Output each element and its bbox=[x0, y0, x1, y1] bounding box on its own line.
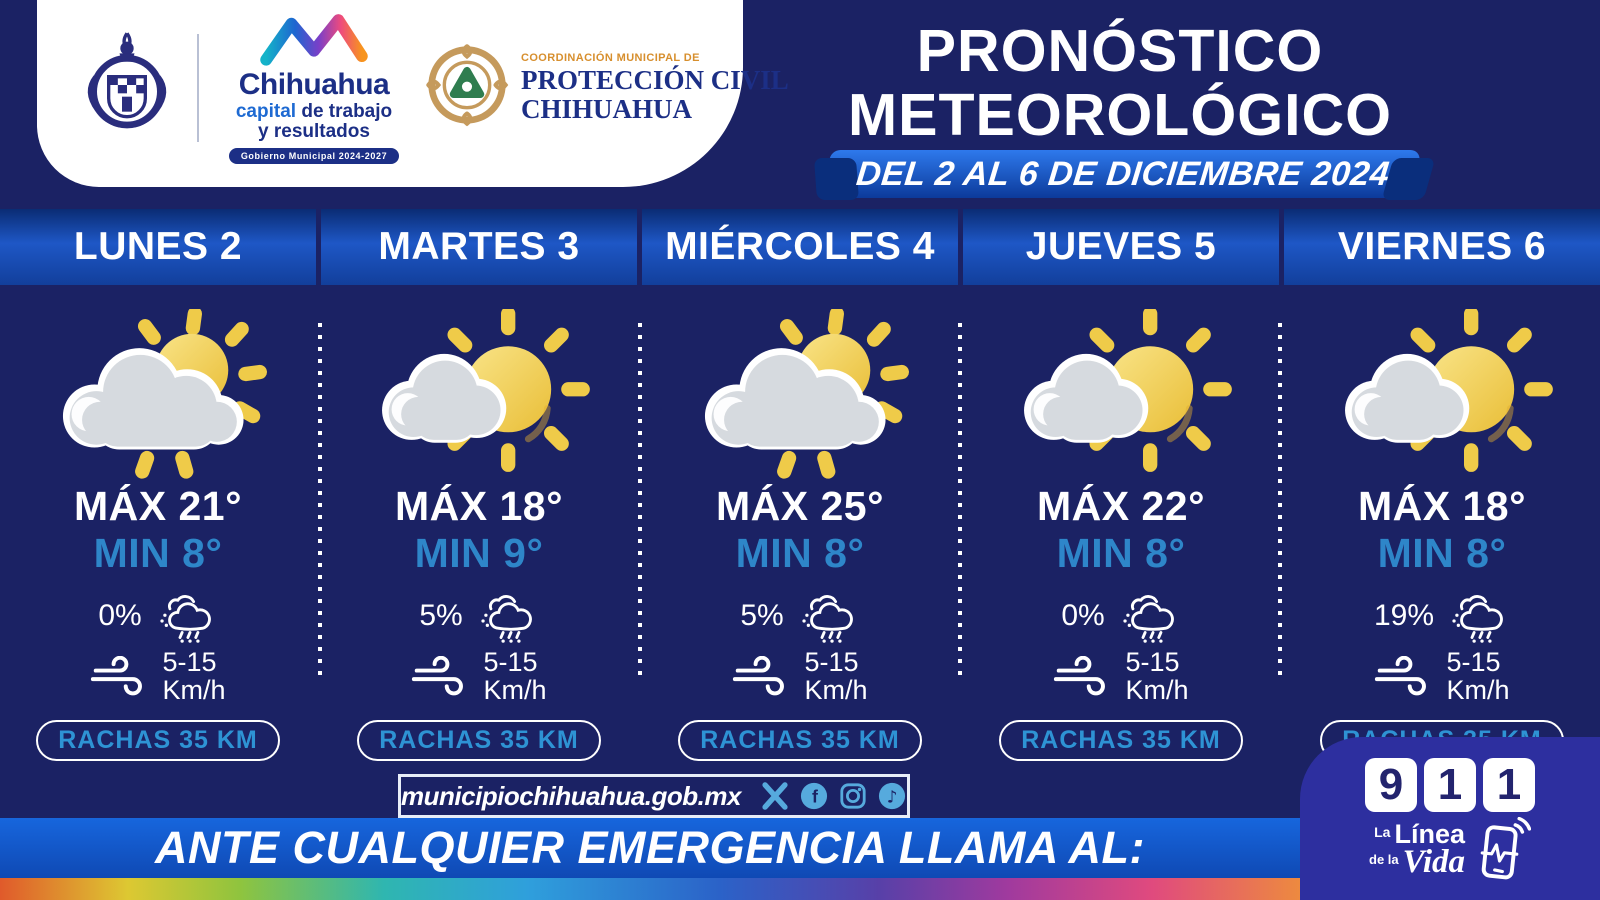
forecast-column bbox=[642, 285, 958, 755]
proteccion-civil-emblem-icon bbox=[425, 43, 509, 132]
gusts-badge bbox=[999, 720, 1243, 761]
wind-row bbox=[1053, 649, 1188, 704]
proteccion-civil-text bbox=[521, 52, 789, 123]
tagline-la: La bbox=[1374, 823, 1391, 840]
wind-row bbox=[1374, 649, 1509, 704]
wind-icon bbox=[1374, 656, 1434, 698]
max-temperature: MÁX 25° bbox=[715, 483, 884, 529]
wind-speed: 5-15 bbox=[162, 647, 217, 677]
wind-unit: Km/h bbox=[162, 674, 226, 705]
pc-line2: CHIHUAHUA bbox=[521, 93, 693, 124]
phone-icon bbox=[1473, 817, 1531, 883]
weather-icon bbox=[1009, 309, 1234, 481]
911-tagline-row bbox=[1369, 817, 1531, 883]
poster-title bbox=[830, 20, 1410, 147]
wind-speed: 5-15 bbox=[1125, 647, 1180, 677]
forecast-row bbox=[0, 285, 1600, 755]
rain-cloud-icon bbox=[1444, 589, 1510, 643]
day-header-cell bbox=[0, 209, 316, 285]
max-temperature: MÁX 18° bbox=[394, 483, 563, 529]
gusts-badge bbox=[357, 720, 601, 761]
wind-unit: Km/h bbox=[804, 674, 868, 705]
rain-row bbox=[98, 589, 217, 643]
column-separator bbox=[318, 323, 322, 683]
website-link[interactable]: municipiochihuahua.gob.mx bbox=[401, 780, 741, 811]
min-temperature: MIN 8° bbox=[1377, 530, 1507, 576]
wind-speed: 5-15 bbox=[483, 647, 538, 677]
rain-cloud-icon bbox=[1115, 589, 1181, 643]
chihuahua-tagline-2: y resultados bbox=[258, 121, 370, 142]
911-digit: 1 bbox=[1424, 758, 1476, 812]
tagline-dela: de la bbox=[1369, 852, 1399, 868]
wind-unit: Km/h bbox=[483, 674, 547, 705]
coat-of-arms-icon bbox=[77, 19, 177, 156]
poster-title-line1: PRONÓSTICO bbox=[916, 18, 1324, 84]
day-label: LUNES 2 bbox=[73, 225, 243, 268]
gusts-badge-label: RACHAS 35 KM bbox=[379, 726, 579, 755]
forecast-column bbox=[1284, 285, 1600, 730]
tagline-linea: Línea bbox=[1394, 818, 1465, 849]
911-digit: 9 bbox=[1365, 758, 1417, 812]
days-bar bbox=[0, 209, 1600, 285]
proteccion-civil-logo bbox=[425, 43, 789, 132]
gusts-badge bbox=[678, 720, 922, 761]
rain-probability: 19% bbox=[1373, 599, 1435, 632]
chihuahua-municipal-logo bbox=[219, 11, 409, 164]
wind-icon bbox=[732, 656, 792, 698]
wind-row bbox=[90, 649, 225, 704]
wind-row bbox=[732, 649, 867, 704]
rain-row bbox=[1061, 589, 1180, 643]
day-label: MARTES 3 bbox=[378, 225, 580, 268]
wind-text bbox=[1125, 649, 1188, 704]
911-digits bbox=[1365, 758, 1535, 812]
day-header-cell bbox=[642, 209, 958, 285]
wind-speed: 5-15 bbox=[1446, 647, 1501, 677]
weather-icon bbox=[367, 309, 592, 481]
gobierno-badge: Gobierno Municipal 2024-2027 bbox=[229, 148, 399, 164]
wind-icon bbox=[411, 656, 471, 698]
forecast-column bbox=[0, 285, 316, 755]
mountain-logo-icon bbox=[253, 11, 375, 72]
wind-text bbox=[1446, 649, 1509, 704]
wind-unit: Km/h bbox=[1125, 674, 1189, 705]
max-temperature: MÁX 21° bbox=[73, 483, 242, 529]
max-temperature: MÁX 22° bbox=[1036, 483, 1205, 529]
wind-text bbox=[804, 649, 867, 704]
rain-probability: 5% bbox=[740, 599, 784, 632]
rain-row bbox=[419, 589, 538, 643]
facebook-icon[interactable] bbox=[799, 781, 829, 811]
column-separator bbox=[958, 323, 962, 683]
wind-row bbox=[411, 649, 546, 704]
weather-icon bbox=[688, 309, 913, 481]
svg-text:f: f bbox=[811, 786, 818, 807]
wind-icon bbox=[1053, 656, 1113, 698]
x-icon[interactable] bbox=[760, 781, 790, 811]
rain-probability: 5% bbox=[419, 599, 463, 632]
weather-icon bbox=[1330, 309, 1555, 481]
tagline-vida: Vida bbox=[1402, 844, 1465, 881]
max-temperature: MÁX 18° bbox=[1357, 483, 1526, 529]
gusts-badge-label: RACHAS 35 KM bbox=[1021, 726, 1221, 755]
wind-text bbox=[483, 649, 546, 704]
column-separator bbox=[1278, 323, 1282, 683]
poster-title-line2: METEOROLÓGICO bbox=[848, 81, 1392, 148]
wind-unit: Km/h bbox=[1446, 674, 1510, 705]
rain-cloud-icon bbox=[794, 589, 860, 643]
gusts-badge-label: RACHAS 35 KM bbox=[700, 726, 900, 755]
weather-icon bbox=[46, 309, 271, 481]
rain-row bbox=[1374, 589, 1510, 643]
gusts-badge-label: RACHAS 35 KM bbox=[58, 726, 258, 755]
pc-kicker: COORDINACIÓN MUNICIPAL DE bbox=[521, 52, 700, 65]
forecast-column bbox=[963, 285, 1279, 755]
emergency-text: ANTE CUALQUIER EMERGENCIA LLAMA AL: bbox=[155, 822, 1145, 873]
header-logos-card bbox=[37, 0, 789, 187]
tiktok-icon[interactable] bbox=[877, 781, 907, 811]
svg-text:♪: ♪ bbox=[886, 786, 898, 807]
date-range-ribbon bbox=[825, 150, 1420, 198]
min-temperature: MIN 8° bbox=[1056, 530, 1186, 576]
logo-divider bbox=[197, 34, 199, 142]
min-temperature: MIN 8° bbox=[93, 530, 223, 576]
instagram-icon[interactable] bbox=[838, 781, 868, 811]
chihuahua-wordmark: Chihuahua bbox=[238, 68, 390, 102]
gusts-badge bbox=[36, 720, 280, 761]
wind-icon bbox=[90, 656, 150, 698]
day-label: MIÉRCOLES 4 bbox=[665, 225, 935, 268]
911-tagline bbox=[1369, 818, 1465, 881]
day-label: JUEVES 5 bbox=[1025, 225, 1217, 268]
min-temperature: MIN 8° bbox=[735, 530, 865, 576]
min-temperature: MIN 9° bbox=[414, 530, 544, 576]
rain-probability: 0% bbox=[1061, 599, 1105, 632]
pc-line1: PROTECCIÓN CIVIL bbox=[521, 65, 789, 96]
day-header-cell bbox=[963, 209, 1279, 285]
chihuahua-tagline: capital de trabajo bbox=[235, 101, 393, 123]
911-digit: 1 bbox=[1483, 758, 1535, 812]
rain-row bbox=[740, 589, 859, 643]
date-range-label: DEL 2 AL 6 DE DICIEMBRE 2024 bbox=[854, 154, 1392, 193]
rain-cloud-icon bbox=[473, 589, 539, 643]
wind-text bbox=[162, 649, 225, 704]
day-label: VIERNES 6 bbox=[1337, 225, 1547, 268]
day-header-cell bbox=[321, 209, 637, 285]
panel-911 bbox=[1300, 737, 1600, 900]
rain-cloud-icon bbox=[152, 589, 218, 643]
website-bar bbox=[398, 774, 910, 818]
forecast-column bbox=[321, 285, 637, 755]
rain-probability: 0% bbox=[98, 599, 142, 632]
day-header-cell bbox=[1284, 209, 1600, 285]
wind-speed: 5-15 bbox=[804, 647, 859, 677]
column-separator bbox=[638, 323, 642, 683]
